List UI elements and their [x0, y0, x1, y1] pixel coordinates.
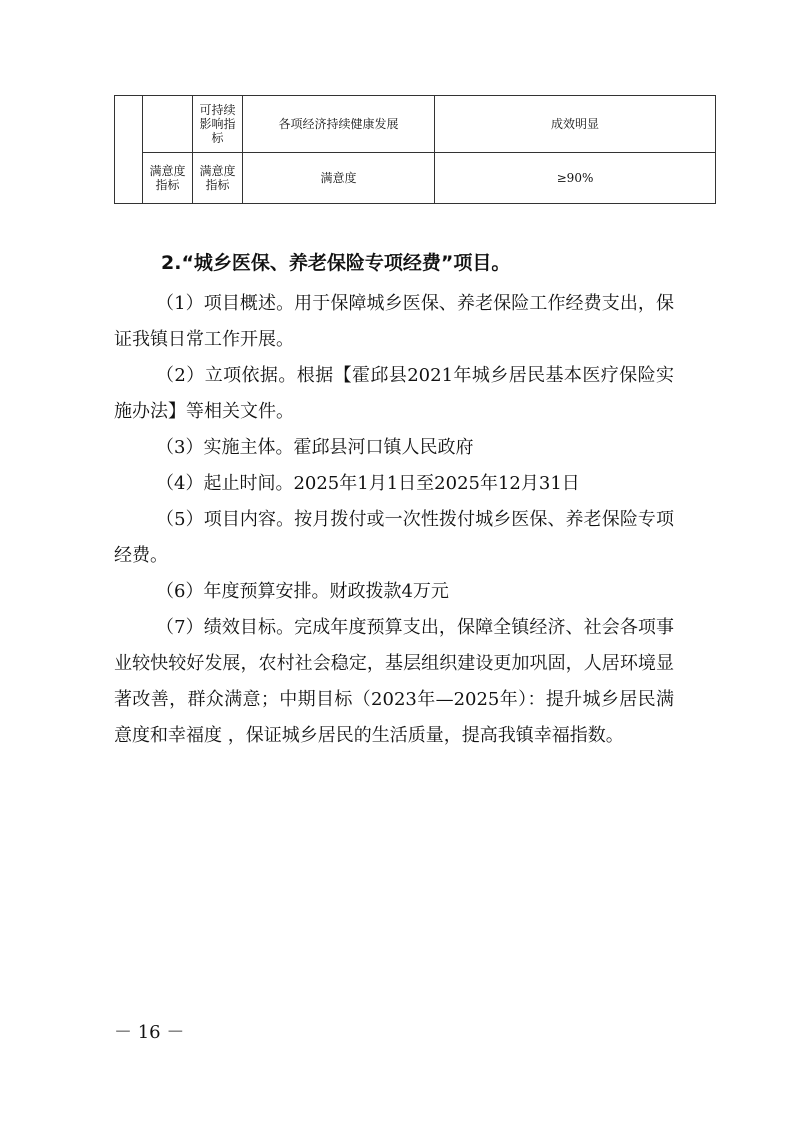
paragraph-goals: （7）绩效目标。完成年度预算支出，保障全镇经济、社会各项事业较快较好发展，农村社会稳定，基层组织建设更加巩固，人居环境显著改善，群众满意；中期目标（2023年—2025年）：提升城乡居民满意度和幸福度 ，保证城乡居民的生活质量，提高我镇幸福指数。 [114, 617, 674, 746]
table-cell-sub-indicator: 满意度指标 [193, 153, 243, 204]
paragraph-content: （5）项目内容。按月拨付或一次性拨付城乡医保、养老保险专项经费。 [114, 509, 674, 566]
performance-indicator-table [114, 95, 716, 204]
paragraph-basis: （2）立项依据。根据【霍邱县2021年城乡居民基本医疗保险实施办法】等相关文件。 [114, 365, 674, 422]
table-cell-value: ≥90% [435, 153, 716, 204]
table-row [115, 96, 716, 153]
table-cell-item: 满意度 [243, 153, 435, 204]
table-cell-empty [115, 96, 143, 204]
table-cell-indicator: 满意度指标 [143, 153, 193, 204]
table-cell-item: 各项经济持续健康发展 [243, 96, 435, 153]
table-cell-sub-indicator: 可持续影响指标 [193, 96, 243, 153]
table-cell-empty [143, 96, 193, 153]
table-cell-value: 成效明显 [435, 96, 716, 153]
paragraph-implementer: （3）实施主体。霍邱县河口镇人民政府 [156, 437, 474, 458]
paragraph-period: （4）起止时间。2025年1月1日至2025年12月31日 [156, 473, 580, 494]
paragraph-budget: （6）年度预算安排。财政拨款4万元 [156, 581, 449, 602]
table-row [115, 153, 716, 204]
section-heading: 2.“城乡医保、养老保险专项经费”项目。 [161, 252, 511, 274]
page-number: － 16 － [114, 1022, 185, 1043]
paragraph-overview: （1）项目概述。用于保障城乡医保、养老保险工作经费支出，保证我镇日常工作开展。 [114, 293, 674, 350]
